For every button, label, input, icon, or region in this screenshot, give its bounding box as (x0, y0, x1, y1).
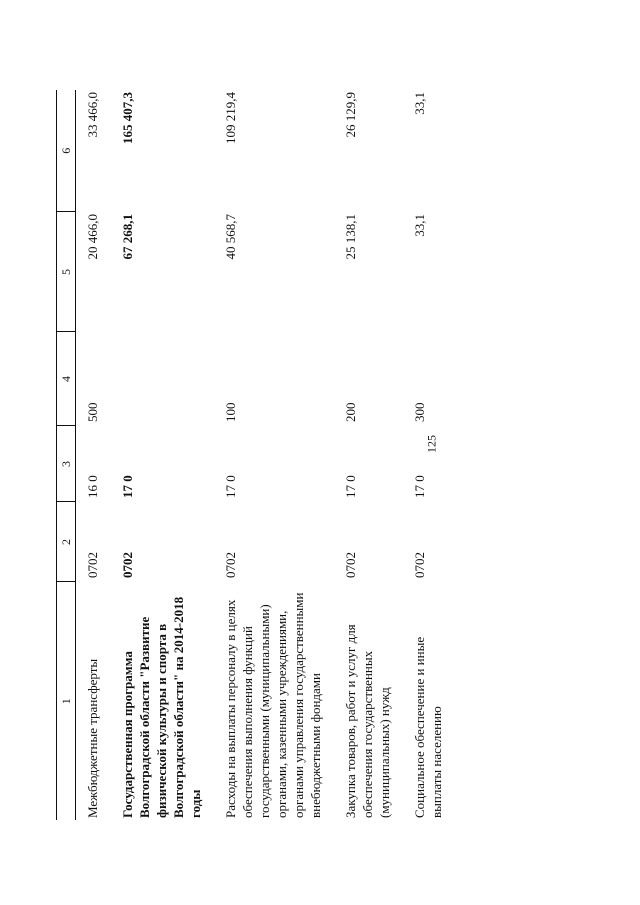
row-expense-type (111, 332, 214, 426)
row-amount-2: 109 219,4 (223, 92, 238, 144)
row-section-code: 0702 (223, 552, 238, 578)
page-number: 125 (424, 435, 439, 453)
row-amount-1: 20 466,0 (85, 214, 100, 260)
header-col-6: 6 (57, 90, 76, 212)
row-expense-type: 300 (412, 402, 427, 422)
budget-table-container (56, 90, 576, 820)
row-amount-2: 33 466,0 (85, 92, 100, 138)
row-amount-2: 165 407,3 (120, 92, 135, 144)
table-header-row (57, 90, 76, 820)
row-amount-1: 25 138,1 (343, 214, 358, 260)
header-col-2: 2 (57, 502, 76, 582)
header-col-4: 4 (57, 332, 76, 426)
row-amount-1: 40 568,7 (223, 214, 238, 260)
table-row (214, 90, 334, 820)
row-name: Закупка товаров, работ и услуг для обеспечения государственных (муниципальных) нужд (343, 624, 392, 818)
row-section-code: 0702 (343, 552, 358, 578)
row-amount-1: 33,1 (412, 214, 427, 237)
row-name: Расходы на выплаты персоналу в целях обеспечения выполнения функций государственными (муниципальными) органами, казенными учреждениями, органами управления государственными внебюджетными фондами (223, 592, 323, 818)
row-program-code: 16 0 (85, 475, 100, 498)
table-row (403, 90, 455, 820)
row-expense-type: 200 (343, 402, 358, 422)
header-col-5: 5 (57, 212, 76, 332)
row-section-code: 0702 (120, 552, 135, 578)
row-amount-1: 67 268,1 (120, 214, 135, 260)
budget-table (56, 90, 455, 820)
row-expense-type: 500 (85, 402, 100, 422)
row-program-code: 17 0 (223, 475, 238, 498)
row-program-code: 17 0 (120, 475, 135, 498)
row-name: Межбюджетные трансферты (85, 658, 100, 818)
header-col-3: 3 (57, 426, 76, 502)
table-row (334, 90, 403, 820)
row-name: Государственная программа Волгоградской области "Развитие физической культуры и спорта в Волгоградской области" на 2014-2018 годы (120, 596, 203, 818)
row-section-code: 0702 (412, 552, 427, 578)
row-expense-type: 100 (223, 402, 238, 422)
table-row (76, 90, 112, 820)
row-section-code: 0702 (85, 552, 100, 578)
row-program-code: 17 0 (412, 475, 427, 498)
row-program-code: 17 0 (343, 475, 358, 498)
row-amount-2: 33,1 (412, 92, 427, 115)
row-name: Социальное обеспечение и иные выплаты населению (412, 636, 444, 818)
table-row (111, 90, 214, 820)
row-amount-2: 26 129,9 (343, 92, 358, 138)
header-col-1: 1 (57, 582, 76, 820)
